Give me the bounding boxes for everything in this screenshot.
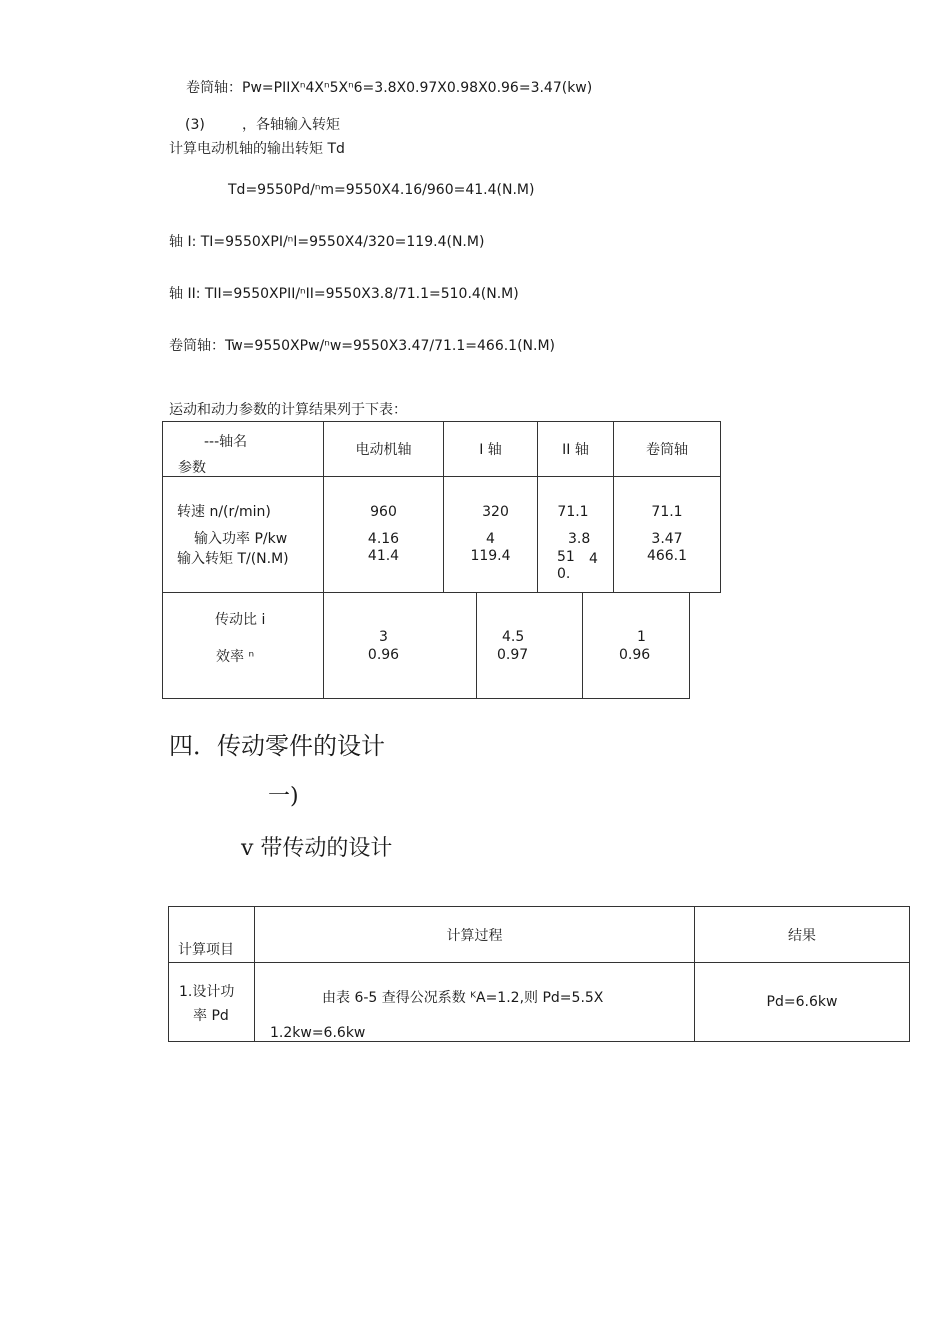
shaft2-torque-part1: 51 <box>557 549 575 565</box>
ratio-motor-shaft1: 3 <box>379 629 388 645</box>
efficiency-shaft1-shaft2: 0.97 <box>497 647 529 663</box>
shaft2-torque-part2: 4 <box>589 551 598 567</box>
efficiency-label: 效率 ⁿ <box>216 649 255 665</box>
step-number: (3) <box>185 117 205 133</box>
header-calc-item: 计算项目 <box>178 942 234 958</box>
drum-torque-formula: 卷筒轴：Tw=9550XPw/ⁿw=9550X3.47/71.1=466.1(N.M) <box>169 338 556 354</box>
table-intro: 运动和动力参数的计算结果列于下表： <box>169 402 407 418</box>
drum-power: 3.47 <box>651 531 683 547</box>
subsection-number: 一) <box>268 784 299 809</box>
corner-header-top: ---轴名 <box>204 434 248 450</box>
motor-speed: 960 <box>370 504 397 520</box>
step-title: ，各轴输入转矩 <box>242 117 340 133</box>
row1-process-line1: 由表 6-5 查得公况系数 ᴷA=1.2,则 Pd=5.5X <box>322 990 604 1006</box>
row-label-torque: 输入转矩 T/(N.M) <box>177 551 289 567</box>
motor-torque-heading: 计算电动机轴的输出转矩 Td <box>169 141 345 157</box>
shaft2-speed: 71.1 <box>557 504 589 520</box>
efficiency-motor-shaft1: 0.96 <box>367 647 400 663</box>
row-label-speed: 转速 n/(r/min) <box>177 504 271 520</box>
shaft2-torque-part3: 0. <box>557 566 571 582</box>
shaft1-torque-formula: 轴 I: TI=9550XPI/ⁿI=9550X4/320=119.4(N.M) <box>169 234 485 250</box>
ratio-shaft1-shaft2: 4.5 <box>502 629 525 645</box>
efficiency-shaft2-drum: 0.96 <box>619 647 651 663</box>
column-header-shaft1: I 轴 <box>479 442 502 458</box>
drum-power-formula: 卷筒轴：Pw=PIIXⁿ4Xⁿ5Xⁿ6=3.8X0.97X0.98X0.96=3.47(kw) <box>186 80 593 96</box>
shaft2-torque-formula: 轴 II: TII=9550XPII/ⁿII=9550X3.8/71.1=510.4(N.M) <box>169 286 519 302</box>
ratio-shaft2-drum: 1 <box>637 629 646 645</box>
motor-torque: 41.4 <box>367 548 400 564</box>
drum-speed: 71.1 <box>651 504 683 520</box>
row-label-power: 输入功率 P/kw <box>194 531 288 547</box>
shaft1-torque: 119.4 <box>470 548 511 564</box>
column-header-drum: 卷筒轴 <box>646 442 688 458</box>
header-result: 结果 <box>788 928 816 944</box>
shaft2-power: 3.8 <box>568 531 591 547</box>
column-header-shaft2: II 轴 <box>562 442 589 458</box>
drum-torque: 466.1 <box>646 548 688 564</box>
row1-item-line2: 率 Pd <box>193 1008 229 1024</box>
row1-result: Pd=6.6kw <box>766 994 838 1010</box>
header-calc-process: 计算过程 <box>446 928 503 944</box>
motor-power: 4.16 <box>367 531 400 547</box>
ratio-label: 传动比 i <box>215 612 266 628</box>
td-formula: Td=9550Pd/ⁿm=9550X4.16/960=41.4(N.M) <box>228 182 535 198</box>
corner-header-bottom: 参数 <box>178 460 206 476</box>
row1-item-line1: 1.设计功 <box>179 984 235 1000</box>
row1-process-line2: 1.2kw=6.6kw <box>270 1025 366 1041</box>
shaft1-speed: 320 <box>482 504 509 520</box>
column-header-motor: 电动机轴 <box>355 442 412 458</box>
shaft1-power: 4 <box>486 531 495 547</box>
subsection-title: v 带传动的设计 <box>241 836 393 861</box>
section-title: 四．传动零件的设计 <box>169 732 385 760</box>
